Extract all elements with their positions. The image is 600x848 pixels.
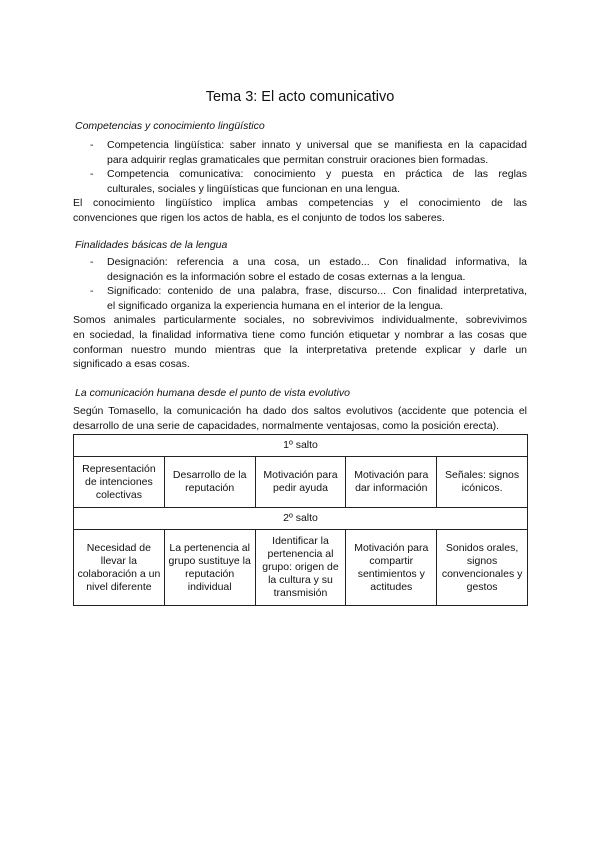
table-cell: Motivación para compartir sentimientos y actitudes — [346, 530, 437, 606]
table-cell: Motivación para pedir ayuda — [255, 457, 346, 508]
table-cell: Señales: signos icónicos. — [437, 457, 528, 508]
table-cell: Desarrollo de la reputación — [164, 457, 255, 508]
text-line: significado a esas cosas. — [73, 358, 190, 371]
table-cell: Motivación para dar información — [346, 457, 437, 508]
salto1-header: 1º salto — [74, 435, 528, 457]
table-cell: Sonidos orales, signos convencionales y gestos — [437, 530, 528, 606]
competencias-list — [73, 138, 527, 226]
section-heading-evolutivo: La comunicación humana desde el punto de vista evolutivo — [75, 387, 350, 399]
saltos-table — [73, 434, 528, 606]
table-cell: Representación de intenciones colectivas — [74, 457, 165, 508]
text-line: culturales, sociales y lingüísticas que funcionan en una lengua. — [107, 182, 401, 195]
text-line: Somos animales particularmente sociales, no sobrevivimos individualmente, sobrevivimos — [73, 314, 527, 327]
text-line: desarrollo de una serie de capacidades, normalmente ventajosas, como la posición erecta). — [73, 419, 500, 432]
text-line: convenciones que rigen los actos de habla, es el conjunto de todos los saberes. — [73, 211, 445, 224]
text-line: Designación: referencia a una cosa, un estado... Con finalidad informativa, la — [107, 256, 527, 268]
page-title: Tema 3: El acto comunicativo — [205, 89, 395, 105]
text-line: Significado: contenido de una palabra, frase, discurso... Con finalidad interpretativa, — [107, 285, 527, 298]
text-line: el significado organiza la experiencia humana en el interior de la lengua. — [107, 299, 444, 312]
section-heading-competencias: Competencias y conocimiento lingüístico — [75, 120, 265, 132]
table-cell: Identificar la pertenencia al grupo: origen de la cultura y su transmisión — [255, 530, 346, 606]
text-line: para adquirir reglas gramaticales que permitan construir oraciones bien formadas. — [107, 153, 489, 166]
text-line: Según Tomasello, la comunicación ha dado dos saltos evolutivos (accidente que potencia el — [73, 405, 527, 417]
text-line: Competencia comunicativa: conocimiento y puesta en práctica de las reglas — [107, 168, 527, 181]
text-line: conforman nuestro mundo mientras que la interpretativa pretende explicar y darle un — [73, 343, 527, 356]
text-line: El conocimiento lingüístico implica ambas competencias y el conocimiento de las — [73, 197, 527, 210]
list-item: - Competencia lingüística: saber innato y universal que se manifiesta en la capacidad para adquirir reglas gramaticales que permitan construir oraciones bien formadas. — [90, 139, 527, 166]
list-item: - Significado: contenido de una palabra, frase, discurso... Con finalidad interpretativa, el significado organiza la experiencia humana en el interior de la lengua. — [90, 285, 527, 312]
text-line: Competencia lingüística: saber innato y universal que se manifiesta en la capacidad — [107, 139, 527, 151]
evolutivo-paragraph — [73, 404, 527, 433]
table-cell: La pertenencia al grupo sustituye la reputación individual — [164, 530, 255, 606]
list-item: - Competencia comunicativa: conocimiento y puesta en práctica de las reglas culturales, sociales y lingüísticas que funcionan en una lengua. — [90, 168, 527, 195]
list-item: - Designación: referencia a una cosa, un estado... Con finalidad informativa, la designación es la información sobre el estado de cosas externas a la lengua. — [90, 256, 527, 283]
text-line: en sociedad, la finalidad informativa tiene como función etiquetar y nombrar a las cosas que — [73, 328, 527, 341]
table-row — [74, 457, 528, 508]
text-line: designación es la información sobre el estado de cosas externas a la lengua. — [107, 270, 466, 283]
section-heading-finalidades: Finalidades básicas de la lengua — [75, 239, 228, 251]
salto2-header: 2º salto — [74, 508, 528, 530]
finalidades-list — [73, 255, 527, 372]
table-row — [74, 530, 528, 606]
table-cell: Necesidad de llevar la colaboración a un nivel diferente — [74, 530, 165, 606]
